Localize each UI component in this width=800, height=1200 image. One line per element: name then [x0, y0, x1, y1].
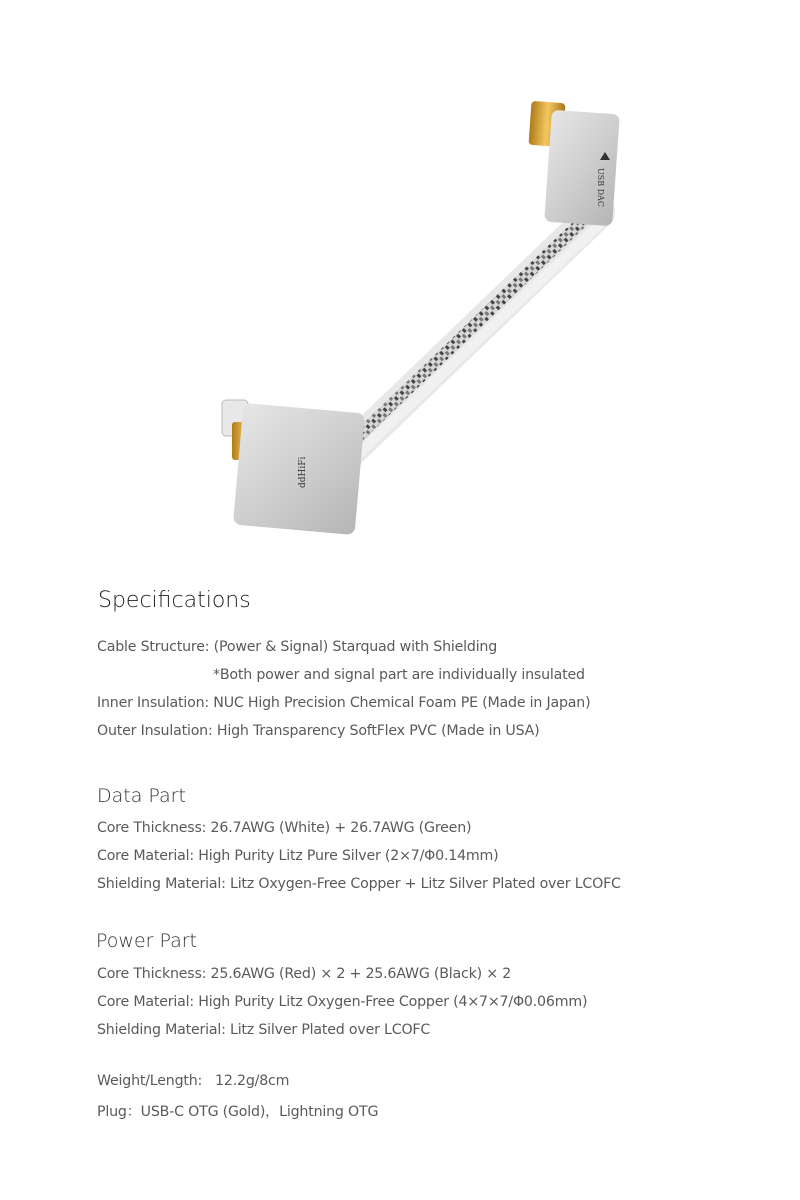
weight-length: Weight/Length: 12.2g/8cm: [97, 1073, 290, 1089]
svg-text:USB DAC: USB DAC: [596, 168, 605, 207]
data-part-title: Data Part: [97, 785, 186, 807]
spec-line: Inner Insulation: NUC High Precision Chemical Foam PE (Made in Japan): [97, 695, 591, 711]
power-part-line: Shielding Material: Litz Silver Plated over LCOFC: [97, 1022, 431, 1038]
lightning-connector: [222, 400, 365, 535]
plug-info: Plug：USB-C OTG (Gold)，Lightning OTG: [97, 1104, 379, 1120]
specifications-title: Specifications: [98, 588, 251, 613]
spec-line: *Both power and signal part are individually insulated: [213, 667, 585, 683]
power-part-line: Core Material: High Purity Litz Oxygen-Free Copper (4×7×7/Φ0.06mm): [97, 994, 588, 1010]
product-image: [0, 0, 800, 580]
svg-text:ddHiFi: ddHiFi: [298, 456, 308, 488]
usb-c-connector: [529, 101, 620, 226]
cable: [338, 212, 606, 462]
spec-line: Cable Structure: (Power & Signal) Starquad with Shielding: [97, 639, 498, 655]
power-part-title: Power Part: [96, 930, 197, 952]
data-part-line: Shielding Material: Litz Oxygen-Free Copper + Litz Silver Plated over LCOFC: [97, 876, 621, 892]
spec-line: Outer Insulation: High Transparency SoftFlex PVC (Made in USA): [97, 723, 540, 739]
power-part-line: Core Thickness: 25.6AWG (Red) × 2 + 25.6AWG (Black) × 2: [97, 966, 512, 982]
data-part-line: Core Thickness: 26.7AWG (White) + 26.7AWG (Green): [97, 820, 472, 836]
data-part-line: Core Material: High Purity Litz Pure Silver (2×7/Φ0.14mm): [97, 848, 499, 864]
